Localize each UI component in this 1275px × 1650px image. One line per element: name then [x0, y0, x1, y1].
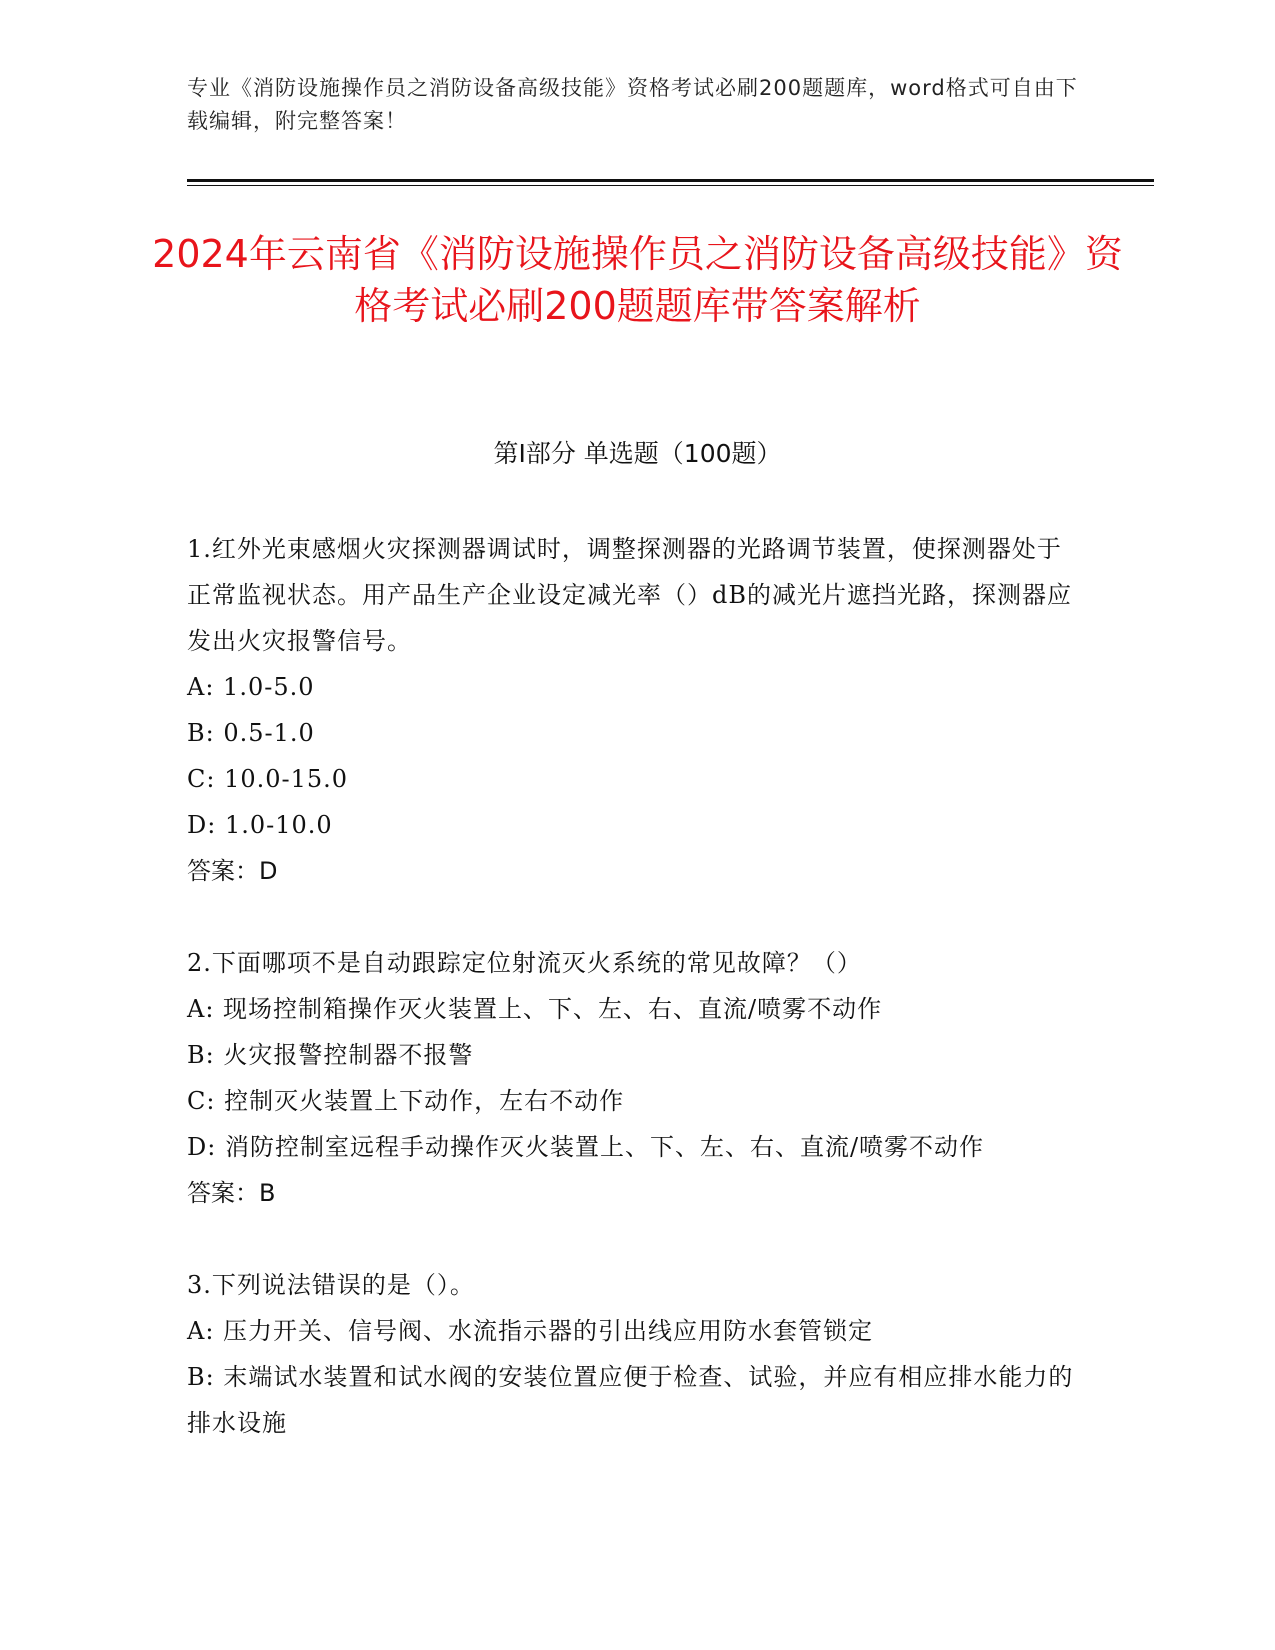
- option-b: B: 末端试水装置和试水阀的安装位置应便于检查、试验，并应有相应排水能力的排水设施: [187, 1363, 1074, 1437]
- section-title: 第I部分 单选题（100题）: [493, 439, 782, 468]
- question-stem: 2.下面哪项不是自动跟踪定位射流灭火系统的常见故障？（）: [187, 949, 862, 977]
- question-2: [187, 940, 1077, 1216]
- answer: 答案：B: [187, 1179, 276, 1207]
- question-3: [187, 1262, 1077, 1446]
- question-list: [187, 526, 1077, 1492]
- option-b: B: 0.5-1.0: [187, 719, 315, 747]
- option-a: A: 压力开关、信号阀、水流指示器的引出线应用防水套管锁定: [187, 1317, 874, 1345]
- option-d: D: 消防控制室远程手动操作灭火装置上、下、左、右、直流/喷雾不动作: [187, 1133, 985, 1161]
- question-stem: 3.下列说法错误的是（）。: [187, 1271, 475, 1299]
- header-rule-thick: [187, 179, 1154, 182]
- option-b: B: 火灾报警控制器不报警: [187, 1041, 474, 1069]
- option-c: C: 控制灭火装置上下动作，左右不动作: [187, 1087, 625, 1115]
- header-rule-thin: [187, 185, 1154, 186]
- answer: 答案：D: [187, 857, 278, 885]
- document-title: 2024年云南省《消防设施操作员之消防设备高级技能》资格考试必刷200题题库带答案解析: [152, 232, 1123, 328]
- question-1: [187, 526, 1077, 894]
- option-d: D: 1.0-10.0: [187, 811, 333, 839]
- option-a: A: 1.0-5.0: [187, 673, 315, 701]
- option-c: C: 10.0-15.0: [187, 765, 349, 793]
- question-stem: 1.红外光束感烟火灾探测器调试时，调整探测器的光路调节装置，使探测器处于正常监视状态。用产品生产企业设定减光率（）dB的减光片遮挡光路，探测器应发出火灾报警信号。: [187, 535, 1072, 655]
- option-a: A: 现场控制箱操作灭火装置上、下、左、右、直流/喷雾不动作: [187, 995, 883, 1023]
- header-note: 专业《消防设施操作员之消防设备高级技能》资格考试必刷200题题库，word格式可自由下载编辑，附完整答案！: [187, 76, 1078, 133]
